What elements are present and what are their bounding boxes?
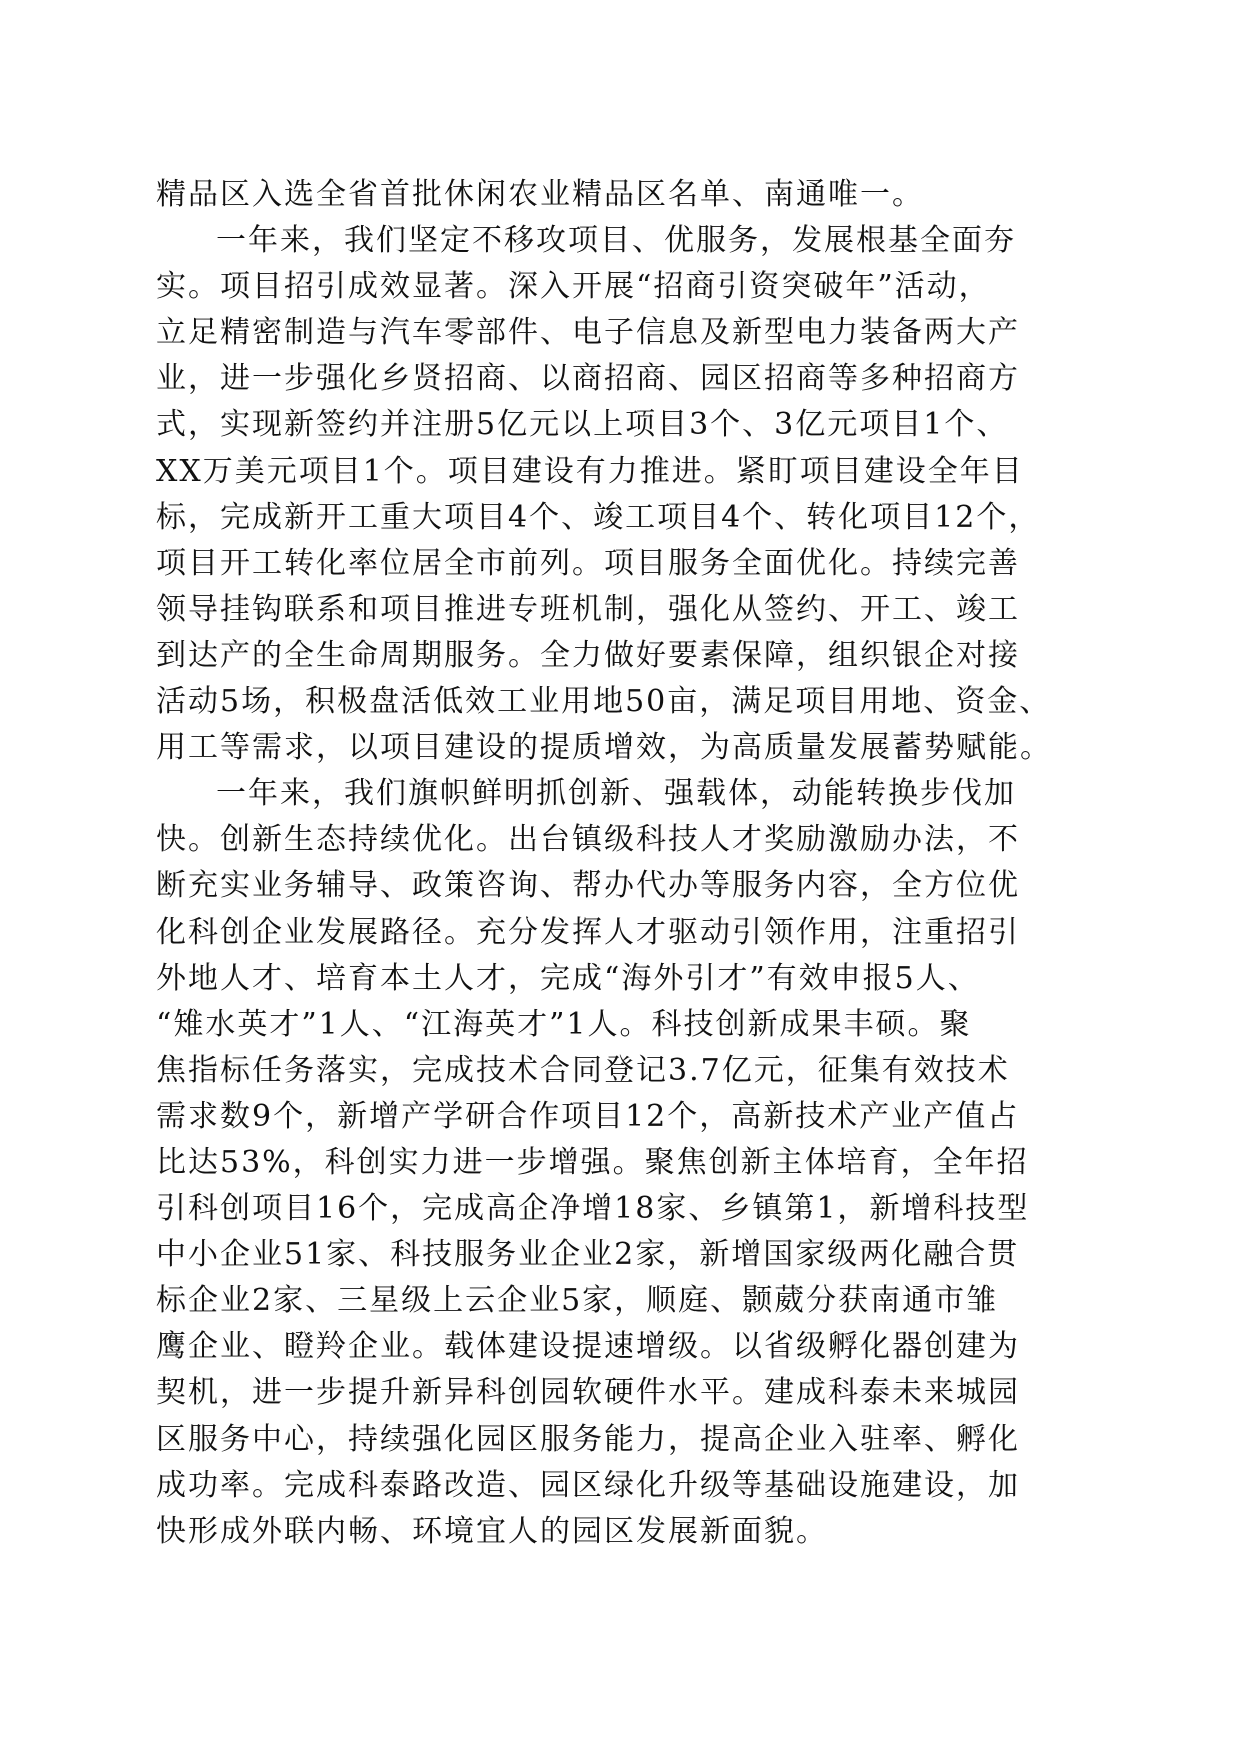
text-line-18: 外地人才、培育本土人才，完成“海外引才”有效申报5人、 <box>156 960 980 996</box>
text-line-22: 比达53%，科创实力进一步增强。聚焦创新主体培育，全年招 <box>156 1144 1029 1180</box>
text-line-16: 断充实业务辅导、政策咨询、帮办代办等服务内容，全方位优 <box>156 868 1020 904</box>
text-line-20: 焦指标任务落实，完成技术合同登记3.7亿元，征集有效技术 <box>156 1052 1010 1088</box>
text-line-4: 立足精密制造与汽车零部件、电子信息及新型电力装备两大产 <box>156 315 1020 351</box>
text-line-6: 式，实现新签约并注册5亿元以上项目3个、3亿元项目1个、 <box>156 407 1009 443</box>
body-text <box>156 172 1086 1555</box>
text-line-19: “雉水英才”1人、“江海英才”1人。科技创新成果丰硕。聚 <box>156 1006 972 1042</box>
text-line-2: 一年来，我们坚定不移攻项目、优服务，发展根基全面夯 <box>216 223 1016 259</box>
text-line-28: 区服务中心，持续强化园区服务能力，提高企业入驻率、孵化 <box>156 1421 1020 1457</box>
text-line-24: 中小企业51家、科技服务业企业2家，新增国家级两化融合贯 <box>156 1237 1020 1273</box>
text-line-13: 用工等需求，以项目建设的提质增效，为高质量发展蓄势赋能。 <box>156 730 1052 766</box>
text-line-14: 一年来，我们旗帜鲜明抓创新、强载体，动能转换步伐加 <box>216 776 1016 812</box>
text-line-15: 快。创新生态持续优化。出台镇级科技人才奖励激励办法，不 <box>156 822 1020 858</box>
text-line-26: 鹰企业、瞪羚企业。载体建设提速增级。以省级孵化器创建为 <box>156 1329 1020 1365</box>
text-line-11: 到达产的全生命周期服务。全力做好要素保障，组织银企对接 <box>156 637 1020 673</box>
text-line-29: 成功率。完成科泰路改造、园区绿化升级等基础设施建设，加 <box>156 1467 1020 1503</box>
text-line-3: 实。项目招引成效显著。深入开展“招商引资突破年”活动， <box>156 269 991 305</box>
text-line-23: 引科创项目16个，完成高企净增18家、乡镇第1，新增科技型 <box>156 1191 1030 1227</box>
text-line-5: 业，进一步强化乡贤招商、以商招商、园区招商等多种招商方 <box>156 361 1020 397</box>
text-line-1: 精品区入选全省首批休闲农业精品区名单、南通唯一。 <box>156 177 924 212</box>
text-line-12: 活动5场，积极盘活低效工业用地50亩，满足项目用地、资金、 <box>156 684 1052 720</box>
text-line-21: 需求数9个，新增产学研合作项目12个，高新技术产业产值占 <box>156 1098 1020 1134</box>
text-line-25: 标企业2家、三星级上云企业5家，顺庭、颢葳分获南通市雏 <box>156 1283 999 1319</box>
text-line-17: 化科创企业发展路径。充分发挥人才驱动引领作用，注重招引 <box>156 914 1020 950</box>
text-line-27: 契机，进一步提升新异科创园软硬件水平。建成科泰未来城园 <box>156 1375 1020 1411</box>
text-line-9: 项目开工转化率位居全市前列。项目服务全面优化。持续完善 <box>156 545 1020 581</box>
text-line-7: XX万美元项目1个。项目建设有力推进。紧盯项目建设全年目 <box>156 453 1024 489</box>
text-line-8: 标，完成新开工重大项目4个、竣工项目4个、转化项目12个， <box>156 499 1041 535</box>
text-line-10: 领导挂钩联系和项目推进专班机制，强化从签约、开工、竣工 <box>156 591 1020 627</box>
text-line-30: 快形成外联内畅、环境宜人的园区发展新面貌。 <box>156 1513 828 1549</box>
